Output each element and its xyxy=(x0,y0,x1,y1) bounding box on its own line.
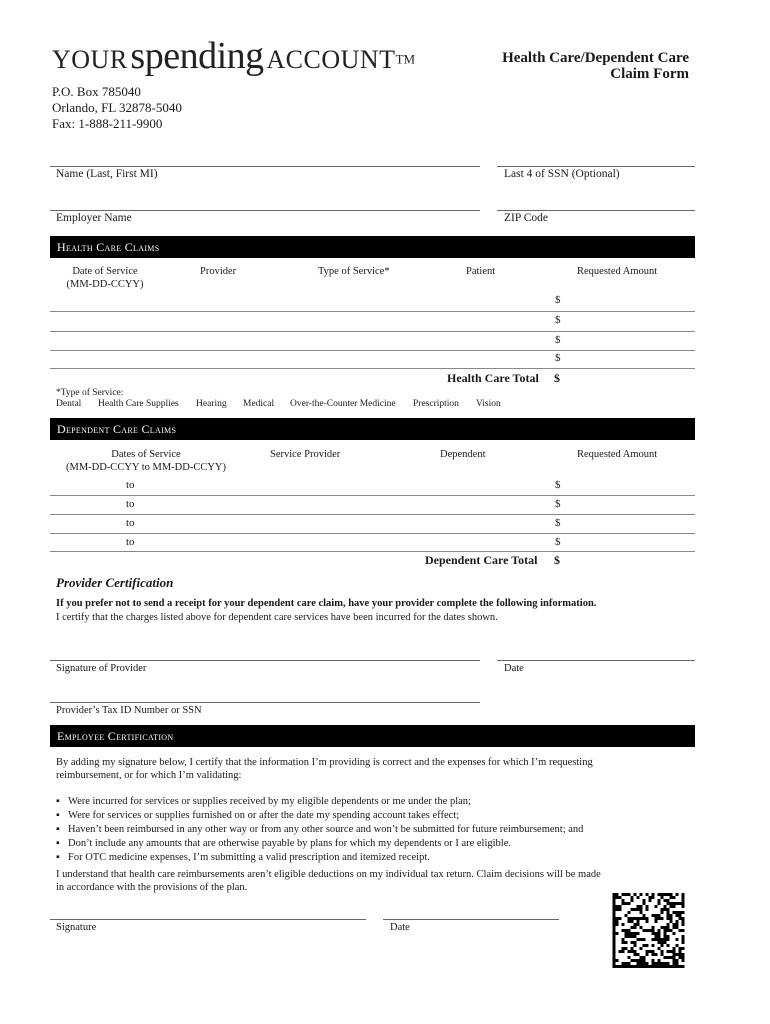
provider-date-field[interactable] xyxy=(497,660,695,661)
provider-cert-statement: I certify that the charges listed above for dependent care services have been incurred for the dates shown. xyxy=(56,612,498,623)
brand-account: ACCOUNT xyxy=(266,45,396,74)
row-line xyxy=(50,350,695,351)
currency-sign: $ xyxy=(555,517,561,529)
to-label: to xyxy=(126,536,135,548)
row-line xyxy=(50,311,695,312)
zip-field[interactable] xyxy=(497,210,695,211)
certification-bullets xyxy=(56,795,583,865)
col-date-of-service xyxy=(60,265,150,291)
list-item: ▪ For OTC medicine expenses, I’m submitting a valid prescription and itemized receipt. xyxy=(56,851,583,865)
col-type-of-service: Type of Service* xyxy=(318,266,390,277)
row-line xyxy=(50,495,695,496)
dependent-care-total-field[interactable]: $ xyxy=(554,553,560,567)
ssn-field[interactable] xyxy=(497,166,695,167)
col-service-provider: Service Provider xyxy=(270,449,341,460)
dependent-care-claims-title: Dependent Care Claims xyxy=(57,422,177,436)
employee-cert-intro: By adding my signature below, I certify that the information I’m providing is correct and the expenses for which I’m requesting xyxy=(56,757,593,768)
mailing-address xyxy=(52,84,182,132)
employer-label: Employer Name xyxy=(56,212,132,224)
employee-signature-field[interactable] xyxy=(50,919,366,920)
currency-sign: $ xyxy=(555,498,561,510)
provider-tax-id-label: Provider’s Tax ID Number or SSN xyxy=(56,705,202,716)
list-item: ▪ Were incurred for services or supplies received by my eligible dependents or me under the plan; xyxy=(56,795,583,809)
employer-field[interactable] xyxy=(50,210,480,211)
ssn-label: Last 4 of SSN (Optional) xyxy=(504,168,620,180)
currency-sign: $ xyxy=(555,479,561,491)
provider-certification-heading: Provider Certification xyxy=(56,575,174,590)
employee-certification-title: Employee Certification xyxy=(57,729,174,743)
col-requested-amount: Requested Amount xyxy=(577,266,658,277)
row-line xyxy=(50,533,695,534)
col-dates-of-service xyxy=(56,448,236,474)
address-line: P.O. Box 785040 xyxy=(52,84,141,99)
health-care-total-field[interactable]: $ xyxy=(554,371,560,385)
currency-sign: $ xyxy=(555,536,561,548)
employee-date-label: Date xyxy=(390,922,410,933)
col-provider: Provider xyxy=(200,266,237,277)
list-item: ▪ Haven’t been reimbursed in any other way or from any other source and won’t be submitted for future reimbursement; and xyxy=(56,823,583,837)
dependent-care-claims-header xyxy=(50,418,695,440)
col-dependent: Dependent xyxy=(440,449,486,460)
brand-tm: TM xyxy=(395,51,416,67)
employee-certification-header xyxy=(50,725,695,747)
service-type: Dental xyxy=(56,399,82,409)
health-care-total-label: Health Care Total xyxy=(447,371,539,385)
employee-signature-label: Signature xyxy=(56,922,97,933)
col-patient: Patient xyxy=(466,266,496,277)
service-type: Vision xyxy=(476,399,501,409)
service-type: Prescription xyxy=(413,399,459,409)
col-requested-amount: Requested Amount xyxy=(577,449,658,460)
provider-signature-field[interactable] xyxy=(50,660,480,661)
provider-signature-label: Signature of Provider xyxy=(56,663,147,674)
currency-sign: $ xyxy=(555,314,561,326)
brand-your: YOUR xyxy=(52,45,128,74)
service-type: Hearing xyxy=(196,399,227,409)
brand-logo xyxy=(52,34,415,78)
address-line: Orlando, FL 32878-5040 xyxy=(52,100,182,115)
type-of-service-note: *Type of Service: xyxy=(56,388,124,398)
service-type: Medical xyxy=(243,399,275,409)
form-title-line1: Health Care/Dependent Care xyxy=(502,50,689,66)
currency-sign: $ xyxy=(555,334,561,346)
row-line xyxy=(50,551,695,552)
employee-cert-intro: reimbursement, or for which I’m validating: xyxy=(56,770,242,781)
fax-line: Fax: 1-888-211-9900 xyxy=(52,116,163,131)
name-label: Name (Last, First MI) xyxy=(56,168,158,180)
list-item: ▪ Don’t include any amounts that are otherwise payable by plans for which my dependents or I are eligible. xyxy=(56,837,583,851)
service-type: Over-the-Counter Medicine xyxy=(290,399,396,409)
health-care-claims-title: Health Care Claims xyxy=(57,240,160,254)
form-title-line2: Claim Form xyxy=(610,66,689,82)
provider-tax-id-field[interactable] xyxy=(50,702,480,703)
brand-spending: spending xyxy=(130,35,264,77)
col-dates-label: Dates of Service xyxy=(111,449,181,460)
list-item: ▪ Were for services or supplies furnished on or after the date my spending account takes effect; xyxy=(56,809,583,823)
zip-label: ZIP Code xyxy=(504,212,548,224)
row-line xyxy=(50,514,695,515)
service-type: Health Care Supplies xyxy=(98,399,179,409)
to-label: to xyxy=(126,479,135,491)
employee-cert-outro: in accordance with the provisions of the plan. xyxy=(56,882,248,893)
barcode-icon xyxy=(612,893,685,968)
row-line xyxy=(50,368,695,369)
form-title xyxy=(502,50,689,82)
employee-date-field[interactable] xyxy=(383,919,559,920)
health-care-claims-header xyxy=(50,236,695,258)
col-date-label: Date of Service xyxy=(72,266,138,277)
col-date-format: (MM-DD-CCYY) xyxy=(66,279,144,290)
to-label: to xyxy=(126,517,135,529)
col-dates-format: (MM-DD-CCYY to MM-DD-CCYY) xyxy=(65,462,227,473)
dependent-care-total-label: Dependent Care Total xyxy=(425,553,538,567)
to-label: to xyxy=(126,498,135,510)
currency-sign: $ xyxy=(555,294,561,306)
provider-cert-instruction: If you prefer not to send a receipt for your dependent care claim, have your provider complete the following information. xyxy=(56,598,597,609)
employee-cert-outro: I understand that health care reimbursements aren’t eligible deductions on my individual tax return. Claim decisions will be made xyxy=(56,869,601,880)
provider-date-label: Date xyxy=(504,663,524,674)
currency-sign: $ xyxy=(555,352,561,364)
row-line xyxy=(50,331,695,332)
name-field[interactable] xyxy=(50,166,480,167)
